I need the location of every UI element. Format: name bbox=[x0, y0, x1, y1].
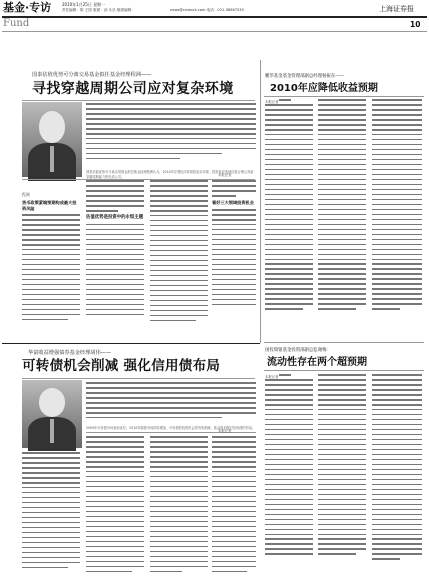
left-subhead-1: 货币政策紧缩预期构成最大投资风险 bbox=[22, 200, 77, 211]
bottom-deck bbox=[86, 382, 256, 430]
right-top-col-3 bbox=[372, 99, 422, 339]
bottom-body-col-3 bbox=[150, 436, 208, 579]
left-article-headline: 寻找穿越周期公司应对复杂环境 bbox=[32, 81, 234, 97]
page-number: 10 bbox=[410, 20, 421, 29]
left-deck-text: 国泰估值优势可分离交易基金拟任基金经理程洲认为，2010年宏观经济将面临复杂环境，投资者应选择估值合理且具备穿越周期能力的优质公司。 bbox=[86, 170, 254, 179]
right-bottom-col-1 bbox=[265, 374, 313, 579]
left-article-kicker: 国泰估值优势可分离交易基金拟任基金经理程洲—— bbox=[32, 72, 152, 78]
portrait-photo-bottom bbox=[22, 380, 82, 448]
left-body-col-2 bbox=[86, 180, 144, 336]
section-title-en: Fund bbox=[3, 18, 30, 29]
bottom-byline: 本报记者 bbox=[218, 429, 232, 433]
bottom-article-kicker: 华富收益增强债券基金经理胡伟—— bbox=[28, 350, 112, 356]
right-top-headline: 2010年应降低收益预期 bbox=[270, 83, 378, 94]
left-body-col-4 bbox=[212, 180, 256, 336]
right-top-byline: 本报记者 bbox=[265, 100, 279, 104]
left-photo-caption: 程洲 bbox=[22, 192, 30, 197]
left-subhead-3: 看好三大领域投资机会 bbox=[212, 199, 254, 205]
editor-line: 责任编辑：陈 王国 版面：邱 永乐 版面编辑： bbox=[62, 8, 135, 12]
bottom-deck-text: 2009年可转债市场表现优异，2010年随着市场供给增加，可转债的投资机会将有所削减，基金将加强对信用债的布局。 bbox=[86, 426, 256, 430]
right-bottom-byline: 本报记者 bbox=[265, 375, 279, 379]
left-body-col-1 bbox=[22, 214, 80, 336]
bottom-article-headline: 可转债机会削减 强化信用债布局 bbox=[22, 358, 221, 374]
left-deck bbox=[86, 103, 256, 179]
left-subhead-2: 估值优势是投资中的永恒主题 bbox=[86, 214, 144, 220]
right-top-col-1 bbox=[265, 99, 313, 339]
right-top-kicker: 鹏华基金基金管理部副总经理杨振东—— bbox=[265, 74, 345, 79]
portrait-photo bbox=[22, 102, 82, 177]
contact-line: news@cnstock.com 电话：021-38967535 bbox=[170, 8, 244, 12]
paper-name: 上海证券报 bbox=[379, 5, 414, 13]
date-line: 2010年1月25日 星期一 bbox=[62, 2, 106, 7]
bottom-body-col-2 bbox=[86, 436, 144, 579]
bottom-body-col-1 bbox=[22, 452, 80, 579]
bottom-body-col-4 bbox=[212, 436, 256, 579]
left-byline: 本报记者 bbox=[218, 173, 232, 177]
right-bottom-headline: 流动性存在两个超预期 bbox=[267, 357, 367, 368]
left-body-col-3 bbox=[150, 180, 208, 336]
right-bottom-kicker: 国投瑞银基金投资部副总监谢梅： bbox=[265, 348, 331, 353]
masthead bbox=[0, 0, 429, 47]
section-title: 基金·专访 bbox=[3, 1, 52, 14]
right-bottom-col-2 bbox=[318, 374, 366, 579]
right-bottom-col-3 bbox=[372, 374, 422, 579]
right-top-col-2 bbox=[318, 99, 366, 339]
